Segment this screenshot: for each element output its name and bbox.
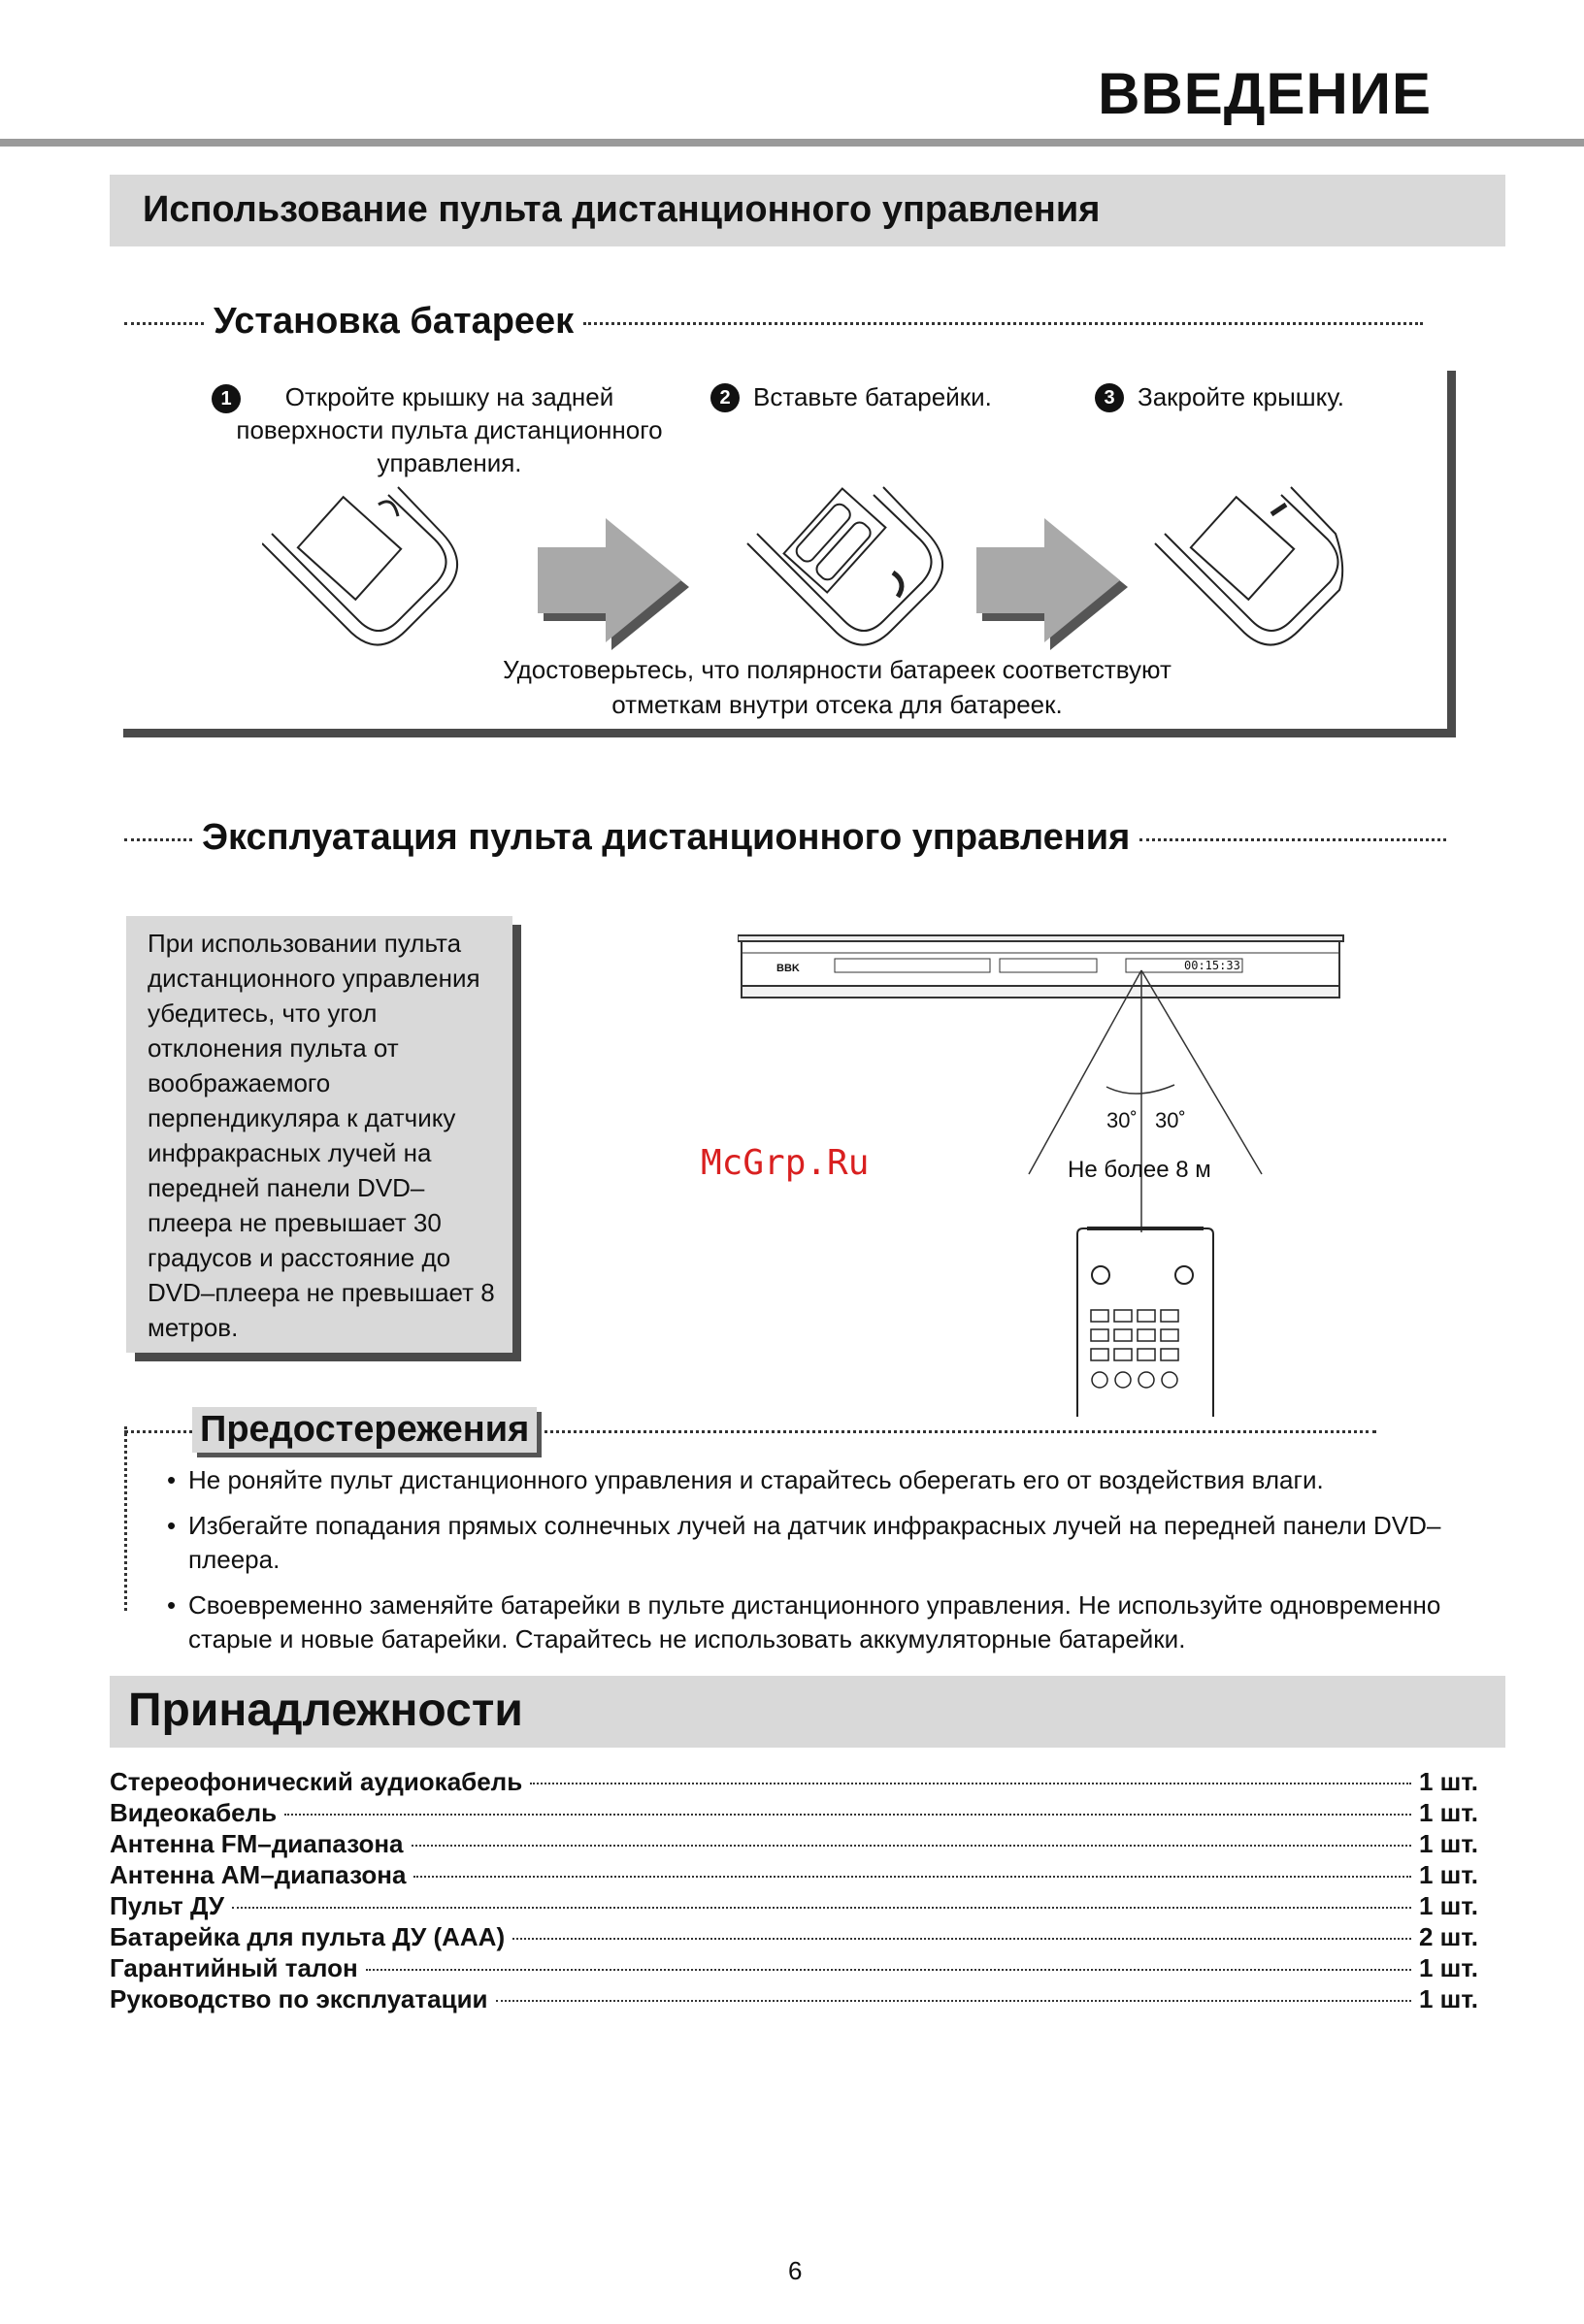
accessory-item bbox=[110, 1797, 1478, 1828]
step-number-badge: 3 bbox=[1095, 383, 1124, 412]
operation-heading bbox=[124, 817, 1456, 859]
accessory-name: Видеокабель bbox=[110, 1798, 278, 1827]
heading-dots bbox=[124, 838, 192, 841]
battery-step-1 bbox=[212, 380, 687, 479]
warning-item: • Избегайте попадания прямых солнечных лучей на датчик инфракрасных лучей на передней панели DVD–плеера. bbox=[167, 1509, 1497, 1577]
warning-item: • Не роняйте пульт дистанционного управления и старайтесь оберегать его от воздействия влаги. bbox=[167, 1463, 1497, 1497]
watermark: McGrp.Ru bbox=[701, 1143, 870, 1183]
player-display: 00:15:33 bbox=[1184, 959, 1240, 972]
leader-dots bbox=[284, 1814, 1411, 1816]
remote-open-illustration bbox=[262, 487, 457, 645]
heading-dots bbox=[1139, 838, 1446, 841]
leader-dots bbox=[496, 2000, 1411, 2002]
warnings-list bbox=[167, 1463, 1497, 1668]
operation-info-text: При использовании пульта дистанционного управления убедитесь, что угол отклонения пульта от воображаемого перпендикуляра к датчику инфракрасных лучей на передней панели DVD–плеера не превышает 30 градусов и расстояние до DVD–плеера не превышает 8 метров. bbox=[148, 929, 495, 1342]
battery-illustrations bbox=[262, 475, 1349, 650]
accessory-name: Руководство по эксплуатации bbox=[110, 1984, 488, 2013]
leader-dots bbox=[232, 1907, 1411, 1909]
accessory-name: Антенна AM–диапазона bbox=[110, 1860, 407, 1889]
leader-dots bbox=[413, 1876, 1411, 1878]
leader-dots bbox=[530, 1783, 1411, 1784]
step-text: Закройте крышку. bbox=[1138, 382, 1344, 411]
accessory-item bbox=[110, 1890, 1478, 1921]
distance-label: Не более 8 м bbox=[1068, 1157, 1211, 1183]
ir-range-lines bbox=[1029, 970, 1262, 1232]
accessories-list bbox=[110, 1766, 1478, 2014]
battery-step-3 bbox=[1095, 380, 1344, 413]
accessory-item bbox=[110, 1828, 1478, 1859]
accessory-qty: 1 шт. bbox=[1418, 1891, 1478, 1920]
heading-dots bbox=[583, 322, 1423, 325]
battery-polarity-note: Удостоверьтесь, что полярности батареек соответствуют отметкам внутри отсека для батареек. bbox=[503, 655, 1172, 719]
accessory-name: Пульт ДУ bbox=[110, 1891, 224, 1920]
remote-battery-illustration bbox=[747, 487, 942, 645]
leader-dots bbox=[366, 1969, 1411, 1971]
warning-item: • Своевременно заменяйте батарейки в пульте дистанционного управления. Не используйте одновременно старые и новые батарейки. Старайтесь не использовать аккумуляторные батарейки. bbox=[167, 1588, 1497, 1656]
player-logo: BBK bbox=[776, 963, 800, 974]
battery-heading bbox=[124, 301, 1433, 343]
accessory-qty: 2 шт. bbox=[1418, 1922, 1478, 1951]
leader-dots bbox=[412, 1845, 1411, 1847]
battery-title: Установка батареек bbox=[214, 301, 575, 342]
accessory-name: Батарейка для пульта ДУ (AAA) bbox=[110, 1922, 506, 1951]
remote-closed-illustration bbox=[1155, 487, 1342, 645]
step-text: Откройте крышку на задней поверхности пульта дистанционного управления. bbox=[236, 382, 663, 477]
accessory-qty: 1 шт. bbox=[1418, 1798, 1478, 1827]
page-number: 6 bbox=[788, 2256, 803, 2285]
leader-dots bbox=[512, 1938, 1411, 1940]
angle-left-label: 30˚ bbox=[1106, 1108, 1138, 1132]
heading-dots bbox=[124, 322, 204, 325]
accessories-banner bbox=[110, 1676, 1505, 1748]
warnings-vertical-dots bbox=[124, 1426, 127, 1611]
step-text: Вставьте батарейки. bbox=[753, 382, 992, 411]
accessory-name: Стереофонический аудиокабель bbox=[110, 1767, 523, 1796]
accessory-name: Гарантийный талон bbox=[110, 1953, 358, 1982]
section-remote-title: Использование пульта дистанционного управления bbox=[143, 189, 1101, 230]
remote-control-illustration bbox=[1077, 1228, 1213, 1417]
battery-step-2 bbox=[710, 380, 992, 413]
accessory-qty: 1 шт. bbox=[1418, 1829, 1478, 1858]
page-title: ВВЕДЕНИЕ bbox=[1098, 61, 1432, 126]
accessory-qty: 1 шт. bbox=[1418, 1767, 1478, 1796]
accessory-qty: 1 шт. bbox=[1418, 1953, 1478, 1982]
step-number-badge: 1 bbox=[212, 384, 241, 413]
section-remote-banner bbox=[110, 175, 1505, 246]
operation-title: Эксплуатация пульта дистанционного управления bbox=[202, 817, 1131, 858]
warnings-title: Предостережения bbox=[192, 1407, 537, 1453]
step-number-badge: 2 bbox=[710, 383, 740, 412]
accessory-qty: 1 шт. bbox=[1418, 1860, 1478, 1889]
operation-info-box bbox=[126, 916, 512, 1353]
dvd-player-illustration bbox=[738, 935, 1343, 998]
accessory-qty: 1 шт. bbox=[1418, 1984, 1478, 2013]
accessory-item bbox=[110, 1921, 1478, 1952]
accessory-name: Антенна FM–диапазона bbox=[110, 1829, 404, 1858]
arrow-right-icon bbox=[976, 518, 1128, 650]
accessory-item bbox=[110, 1952, 1478, 1983]
accessory-item bbox=[110, 1766, 1478, 1797]
accessory-item bbox=[110, 1859, 1478, 1890]
arrow-right-icon bbox=[538, 518, 689, 650]
angle-right-label: 30˚ bbox=[1155, 1108, 1186, 1132]
title-divider bbox=[0, 139, 1584, 147]
accessory-item bbox=[110, 1983, 1478, 2014]
accessories-title: Принадлежности bbox=[128, 1685, 523, 1736]
